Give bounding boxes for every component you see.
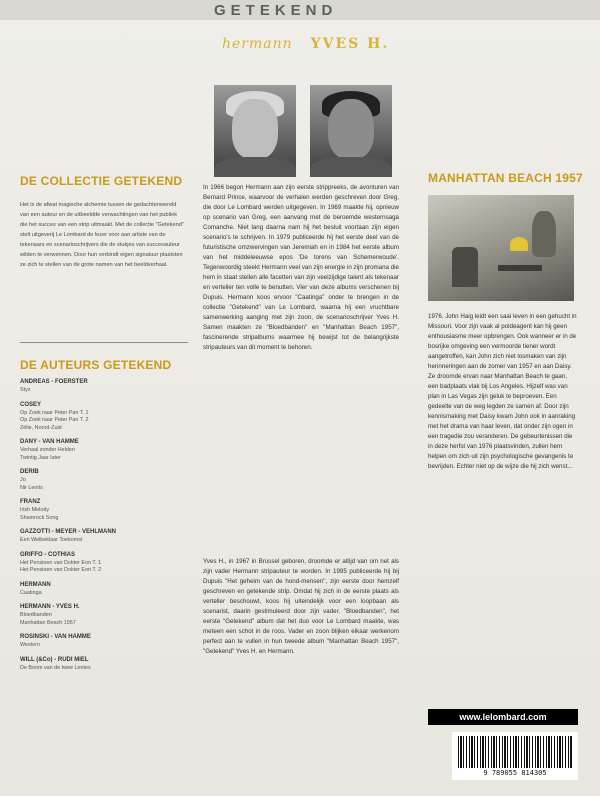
barcode (452, 732, 578, 780)
author-name: GRIFFO - COTHIAS (20, 551, 75, 558)
album-title-entry: Zélie, Noord-Zuid (20, 424, 62, 431)
album-title-entry: Jo (20, 477, 26, 483)
author-entry (20, 498, 190, 522)
barcode-digits: 9 789055 814305 (483, 769, 547, 777)
portrait-yves-h (310, 85, 392, 177)
album-title-entry: Manhattan Beach 1957 (20, 619, 76, 626)
album-title-entry: Irish Melody (20, 507, 50, 513)
author-entry (20, 633, 190, 650)
album-title-entry: Shamrock Song (20, 514, 59, 521)
album-title-entry: De Boom van de twee Lentes (20, 664, 91, 671)
album-title-entry: Op Zoek naar Peter Pan T. 1 (20, 409, 89, 416)
album-title-entry: Nir Lenits (20, 484, 43, 491)
collection-title: DE COLLECTIE GETEKEND (20, 174, 183, 188)
author-name: DERIB (20, 469, 39, 475)
collection-logo: GETEKEND (214, 2, 338, 19)
author-entry (20, 378, 190, 395)
author-entry (20, 401, 190, 433)
album-title-entry: Het Pensioen van Dokter Eon T. 1 (20, 559, 102, 566)
album-title-entry: Verhaal zonder Helden (20, 447, 75, 453)
author-signatures (222, 36, 389, 52)
album-title-entry: Styx (20, 387, 31, 393)
author-name: DANY - VAN HAMME (20, 439, 79, 445)
author-name: COSEY (20, 401, 42, 408)
author-name: HERMANN (20, 581, 51, 588)
album-title-entry: Western (20, 642, 40, 648)
signature-yves-h: YVES H. (310, 36, 390, 52)
album-title-entry: Op Zoek naar Peter Pan T. 2 (20, 417, 89, 423)
author-entry (20, 581, 190, 598)
author-name: FRANZ (20, 499, 41, 505)
album-synopsis: 1976. John Haig leidt een saai leven in een gehucht in Missouri. Voor zijn vaak al poldeagent kan hij geen enthousiasme meer opbrengen. Ook wanneer er in de bosrijke omgeving een vermoorde tiener wordt aangetroffen, kan John zich niet losmaken van zijn herinneringen aan de zomer van 1957 en aan Daisy. Ze droomde ervan naar Manhattan Beach te gaan, een badplaats vlak bij Los Angeles. Hijzelf was van plan in Las Vegas zijn geluk te beproeven. Een gedeelte van de weg legden ze samen af. Door zijn kennismaking met Daisy kwam John ook in aanraking met het drama van haar leven, dat onder zijn ogen in een tragedie zou veranderen. De gebeurtenissen die in deze herfst van 1976 plaatsvinden, zullen hem helpen om zich uit zijn psychologische gevangenis te bevrijden. Echter niet op de wijze die hij zich wenst... (428, 313, 577, 470)
author-entry (20, 551, 190, 575)
album-illustration (428, 195, 574, 301)
author-entry (20, 468, 190, 492)
barcode-bars (458, 736, 572, 768)
signature-hermann: hermann (222, 36, 293, 52)
author-entry (20, 438, 190, 462)
album-title-entry: Twintig Jaar later (20, 454, 61, 461)
publisher-url[interactable]: www.lelombard.com (428, 709, 578, 725)
bio-yves-h: Yves H., in 1967 in Brussel geboren, droomde er altijd van om net als zijn vader Hermann stripauteur te worden. In 1995 publiceerde hij bij Dupuis "Het geheim van de hond-mensen", zijn eerste door hemzelf geschreven en getekende strip. Omdat hij zich in de eerste plaats als verteller beschouwt, koos hij uiteindelijk voor een loopbaan als scenarist, daarin gestimuleerd door zijn vader. "Bloedbanden", het eerste "Getekend" album dat het duo voor Le Lombard maakte, was meteen een schot in de roos. Vader en zoon blijken elkaar werkenom perfect aan te vullen in hun tweede album "Manhattan Beach 1957", "Getekend" Yves H. en Hermann. (203, 558, 399, 655)
author-name: GAZZOTTI - MEYER - VEHLMANN (20, 529, 116, 535)
portrait-hermann (214, 85, 296, 177)
album-title-entry: Het Pensioen van Dokter Eon T. 2 (20, 567, 102, 573)
album-title-entry: Een Welbeklaar Toekomst (20, 537, 83, 543)
album-title-entry: Bloedbanden (20, 612, 52, 618)
author-entry (20, 656, 190, 673)
author-name: HERMANN - YVES H. (20, 604, 80, 610)
album-title-entry: Caatinga (20, 589, 42, 596)
collection-text: Het is de afwat magische alchemie tussen de gedachtenwereld van een auteur en de uitbeeldde verwachtingen van het publiek die het succes van een strip uitmaakt. Met de collectie "Getekend" stelt uitgeverij Le Lombard de lezer voor aan artiste van de tekenaars en scenarioschrijvers die de stukjes van succesauteur wilden te verwennen. Door hun verbindt eigen signatuur plaatsten ze zich te stellen van de grote namen van het beeldverhaal. (20, 202, 184, 268)
author-name: ANDREAS - FOERSTER (20, 379, 88, 385)
authors-list (20, 378, 190, 678)
author-entry (20, 603, 190, 627)
album-title: MANHATTAN BEACH 1957 (428, 171, 583, 185)
authors-title: DE AUTEURS GETEKEND (20, 358, 172, 372)
author-name: WILL (&Co) - RUDI MIEL (20, 656, 89, 663)
divider (20, 342, 188, 343)
bio-hermann: In 1966 begon Hermann aan zijn eerste strippreeks, de avonturen van Bernard Prince, waarvoor de verhalen werden geschreven door Greg, die door Le Lombard werden uitgegeven. In 1969 maakte hij, opnieuw op scenario van Greg, een aanvang met de beroemde westernsaga Comanche. Niet lang daarna nam hij het besluit voortaan zijn eigen scenario's te schrijven. In 1979 publiceerde hij het eerste deel van de futuristische omzwervingen van Jeremiah en in 1984 het eerste album van het middeleeuwse epos 'De torens van Schemerwoude'. Tegenwoordig steekt Hermann veel van zijn energie in zijn promana die hem in staat stellen alle facetten van zijn veelzijdige talent als tekenaar en verteller ten volle te benutten. Vier van deze albums verschenen bij Dupuis. Hermann koos ervoor "Caatinga" onder te brengen in de collectie "Getekend" van Le Lombard, waarna hij een vruchtbare samenwerking aanging met zijn zoon, de scenarioschrijver Yves H. Samen maakten ze "Bloedbanden" en "Manhattan Beach 1957", fascinerende stripalbums waarmee hij bewijst tot de belangrijkste stripauteurs van dit moment te behoren. (203, 184, 399, 351)
author-entry (20, 528, 190, 545)
author-name: ROSINSKI - VAN HAMME (20, 634, 91, 640)
